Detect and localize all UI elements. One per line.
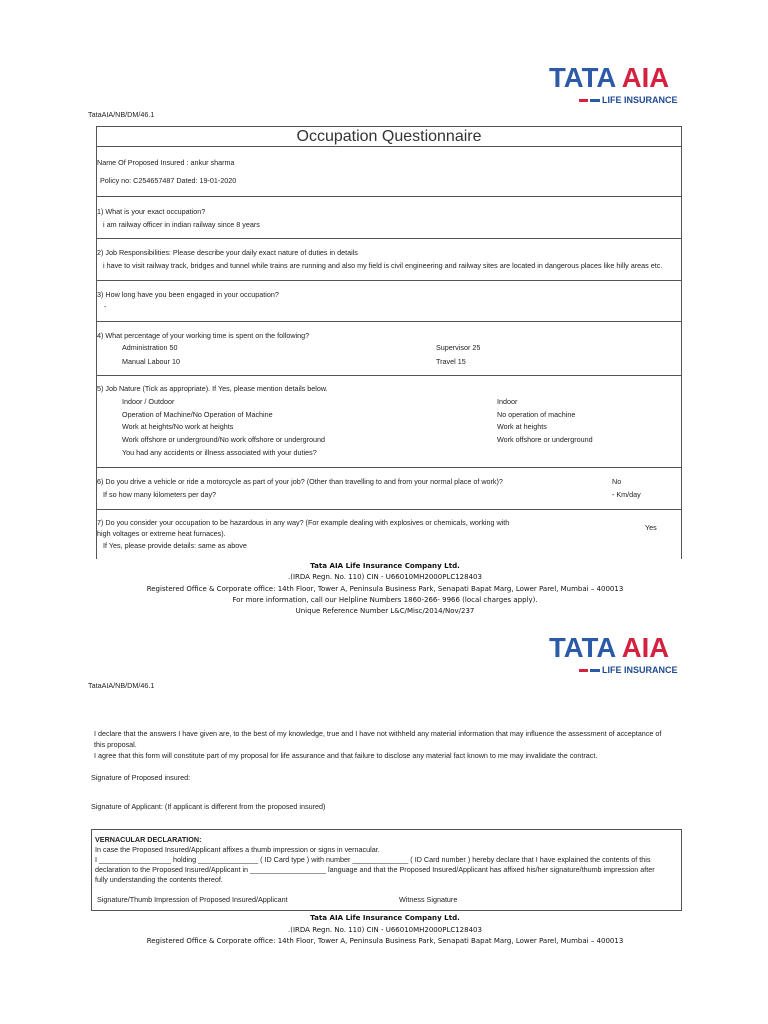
footer-helpline: For more information, call our Helpline Numbers 1860-266- 9966 (local charges apply). bbox=[232, 596, 538, 604]
vernacular-line: In case the Proposed Insured/Applicant affixes a thumb impression or signs in vernacular. bbox=[95, 845, 380, 854]
q7-details-label: If Yes, please provide details: bbox=[103, 541, 197, 550]
section-divider bbox=[96, 280, 682, 281]
q6-answer: No bbox=[612, 477, 622, 486]
logo-tagline: LIFE INSURANCE bbox=[602, 95, 678, 105]
vernacular-heading: VERNACULAR DECLARATION: bbox=[95, 835, 202, 844]
q5-row-label: Work offshore or underground/No work offshore or underground bbox=[122, 435, 325, 444]
footer-company-name: Tata AIA Life Insurance Company Ltd. bbox=[310, 913, 460, 922]
q5-question: 5) Job Nature (Tick as appropriate). If Yes, please mention details below. bbox=[97, 384, 328, 393]
signature-insured-label: Signature of Proposed insured: bbox=[91, 773, 191, 782]
footer-registration: .(IRDA Regn. No. 110) CIN - U66010MH2000PLC128403 bbox=[288, 926, 482, 934]
q4-item-percent: 15 bbox=[457, 357, 466, 366]
vernacular-line: declaration to the Proposed Insured/Applicant in ___________________ language and that the Proposed Insured/Applicant has affixed his/her signature/thumb impression after bbox=[95, 865, 655, 874]
q3-answer: - bbox=[104, 302, 107, 311]
form-code: TataAIA/NB/DM/46.1 bbox=[88, 681, 155, 690]
q5-row-label: Indoor / Outdoor bbox=[122, 397, 175, 406]
date-label: Dated: bbox=[176, 176, 198, 185]
section-divider bbox=[96, 321, 682, 322]
logo-brand-primary: TATA bbox=[549, 632, 616, 663]
logo-wordmark bbox=[549, 634, 669, 662]
witness-signature-label: Witness Signature bbox=[399, 895, 458, 904]
q6-question: 6) Do you drive a vehicle or ride a motorcycle as part of your job? (Other than travelling to and from your normal place of work)? bbox=[97, 477, 503, 486]
logo-tagline: LIFE INSURANCE bbox=[602, 665, 678, 675]
q6-followup-question: If so how many kilometers per day? bbox=[103, 490, 217, 499]
q7-question-line: high voltages or extreme heat furnaces). bbox=[97, 529, 226, 538]
section-divider bbox=[96, 375, 682, 376]
q4-item-label: Supervisor bbox=[436, 343, 471, 352]
section-divider bbox=[96, 238, 682, 239]
signature-applicant-label: Signature of Applicant: (If applicant is different from the proposed insured) bbox=[91, 802, 326, 811]
q5-row-answer: Work at heights bbox=[497, 422, 547, 431]
section-divider bbox=[96, 509, 682, 510]
q5-row-label: Operation of Machine/No Operation of Machine bbox=[122, 410, 273, 419]
q6-followup-answer: - Km/day bbox=[612, 490, 641, 499]
insured-name-value: ankur sharma bbox=[190, 158, 235, 167]
footer-registered-office: Registered Office & Corporate office: 14th Floor, Tower A, Peninsula Business Park, Senapati Bapat Marg, Lower Parel, Mumbai – 400013 bbox=[146, 937, 624, 945]
policy-label: Policy no: bbox=[100, 176, 132, 185]
logo-wordmark bbox=[549, 64, 669, 92]
vernacular-line: I __________________ holding _______________ ( ID Card type ) with number ______________ ( ID Card number ) hereby declare that I have explained the contents of this bbox=[95, 855, 651, 864]
q4-item-percent: 25 bbox=[472, 343, 481, 352]
footer-registered-office: Registered Office & Corporate office: 14th Floor, Tower A, Peninsula Business Park, Senapati Bapat Marg, Lower Parel, Mumbai – 400013 bbox=[146, 585, 624, 593]
form-code: TataAIA/NB/DM/46.1 bbox=[88, 110, 155, 119]
q5-row-label: Work at heights/No work at heights bbox=[122, 422, 234, 431]
q4-question: 4) What percentage of your working time is spent on the following? bbox=[97, 331, 310, 340]
q1-question: 1) What is your exact occupation? bbox=[97, 207, 206, 216]
policy-details bbox=[100, 177, 236, 185]
q4-item-percent: 10 bbox=[171, 357, 180, 366]
logo-brand-primary: TATA bbox=[549, 62, 616, 93]
insured-name-label: Name Of Proposed Insured : bbox=[97, 158, 189, 167]
q5-row-answer: Indoor bbox=[497, 397, 518, 406]
logo-red-dash bbox=[579, 669, 588, 672]
logo-blue-dash bbox=[590, 99, 600, 102]
page-title: Occupation Questionnaire bbox=[296, 128, 482, 145]
footer-reference-number: Unique Reference Number L&C/Misc/2014/Nov/237 bbox=[295, 607, 475, 615]
declaration-line: I declare that the answers I have given are, to the best of my knowledge, true and I have not withheld any material information that may influence the assessment of acceptance of bbox=[94, 729, 662, 738]
footer-company-name: Tata AIA Life Insurance Company Ltd. bbox=[310, 561, 460, 570]
q4-item-label: Travel bbox=[436, 357, 456, 366]
q4-item-label: Administration bbox=[122, 343, 168, 352]
vernacular-line: fully understanding the contents thereof. bbox=[95, 875, 223, 884]
q4-item-supervisor bbox=[436, 344, 480, 352]
title-divider bbox=[96, 146, 682, 147]
q7-details bbox=[103, 542, 247, 550]
declaration-line: I agree that this form will constitute part of my proposal for life assurance and that failure to disclose any material fact known to me may invalidate the contract. bbox=[94, 751, 598, 760]
q7-answer: Yes bbox=[645, 523, 657, 532]
q4-item-manual-labour bbox=[122, 358, 180, 366]
q5-row-answer: Work offshore or underground bbox=[497, 435, 593, 444]
logo-blue-dash bbox=[590, 669, 600, 672]
q2-answer: i have to visit railway track, bridges and tunnel while trains are running and also my field is civil engineering and railway sites are located in dangerous places like hilly areas etc. bbox=[103, 261, 663, 270]
logo-red-dash bbox=[579, 99, 588, 102]
tata-aia-logo bbox=[549, 64, 683, 108]
q4-item-label: Manual Labour bbox=[122, 357, 170, 366]
q4-item-percent: 50 bbox=[169, 343, 178, 352]
tata-aia-logo bbox=[549, 634, 683, 678]
q3-question: 3) How long have you been engaged in your occupation? bbox=[97, 290, 279, 299]
policy-date: 19-01-2020 bbox=[199, 176, 237, 185]
q4-item-administration bbox=[122, 344, 178, 352]
q5-row-label: You had any accidents or illness associated with your duties? bbox=[122, 448, 317, 457]
q2-question: 2) Job Responsibilities: Please describe your daily exact nature of duties in details bbox=[97, 248, 358, 257]
logo-brand-secondary: AIA bbox=[621, 632, 670, 663]
q5-row-answer: No operation of machine bbox=[497, 410, 576, 419]
section-divider bbox=[96, 467, 682, 468]
q1-answer: i am railway officer in indian railway since 8 years bbox=[103, 220, 260, 229]
q7-question-line: 7) Do you consider your occupation to be hazardous in any way? (For example dealing with explosives or chemicals, working with bbox=[97, 518, 510, 527]
q7-details-value: same as above bbox=[198, 541, 247, 550]
logo-brand-secondary: AIA bbox=[621, 62, 670, 93]
footer-registration: .(IRDA Regn. No. 110) CIN - U66010MH2000PLC128403 bbox=[288, 573, 482, 581]
q4-item-travel bbox=[436, 358, 466, 366]
section-divider bbox=[96, 196, 682, 197]
declaration-line: this proposal. bbox=[94, 740, 137, 749]
thumb-impression-label: Signature/Thumb Impression of Proposed Insured/Applicant bbox=[97, 895, 288, 904]
proposed-insured-name bbox=[97, 159, 234, 167]
policy-number: C254657487 bbox=[133, 176, 175, 185]
